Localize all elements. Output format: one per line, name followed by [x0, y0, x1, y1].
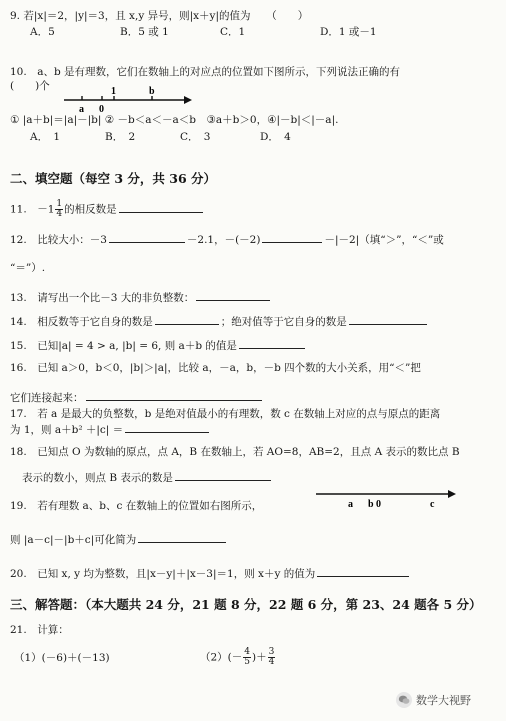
- q15-answer-blank[interactable]: [239, 338, 305, 349]
- q14-part-a: 14. 相反数等于它自身的数是: [10, 316, 153, 328]
- q10-option-a: A． 1: [30, 131, 61, 143]
- q12-part-b: －2.1，－(－2): [186, 234, 261, 246]
- q10-line1: 10. a、b 是有理数，它们在数轴上的对应点的位置如下图所示，下列说法正确的有: [10, 66, 401, 78]
- q16-answer-blank[interactable]: [86, 390, 262, 401]
- q12-line1: [10, 232, 444, 247]
- q21-item2-mid: )＋: [252, 651, 267, 664]
- q18-line2-text: 表示的数小，则点 B 表示的数是: [22, 472, 173, 484]
- q11-prefix: 11. －1: [10, 203, 55, 216]
- q13: [10, 290, 272, 305]
- q11-suffix: 的相反数是: [64, 203, 117, 216]
- q9-text: 9. 若|x|＝2，|y|＝3，且 x,y 异号，则|x＋y|的值为 （ ）: [10, 10, 309, 22]
- q15: [10, 338, 307, 353]
- q19-line2: [10, 532, 228, 547]
- q19-answer-blank[interactable]: [138, 532, 226, 543]
- q12-blank-2[interactable]: [262, 232, 322, 243]
- q9-options: [30, 26, 500, 40]
- q10-option-d: D． 4: [260, 131, 291, 143]
- q14-part-b: ；绝对值等于它自身的数是: [220, 316, 347, 328]
- q19-label-0: 0: [376, 499, 381, 510]
- q9-option-c: C．1: [220, 26, 246, 38]
- q10-label-1: 1: [111, 86, 116, 97]
- q20-text: 20. 已知 x, y 均为整数，且|x－y|＋|x－3|＝1，则 x＋y 的值为: [10, 568, 316, 580]
- q10-option-b: B． 2: [105, 131, 136, 143]
- q17-answer-blank[interactable]: [125, 422, 209, 433]
- q16-line1: 16. 已知 a＞0，b＜0，|b|＞|a|，比较 a，－a，b，－b 四个数的大小关系，用“＜”把: [10, 362, 421, 374]
- q19-label-a: a: [348, 499, 353, 510]
- q15-text: 15. 已知|a| = 4 > a, |b| = 6, 则 a＋b 的值是: [10, 340, 237, 352]
- q10-label-a: a: [79, 104, 84, 115]
- q11-fraction: [55, 200, 63, 219]
- q21-frac2-num: 3: [268, 647, 275, 657]
- q14-blank-2[interactable]: [349, 314, 427, 325]
- q17-line1: 17. 若 a 是最大的负整数，b 是绝对值最小的有理数，数 c 在数轴上对应的点与原点的距离: [10, 408, 441, 420]
- watermark-text: 数学大视野: [416, 694, 471, 707]
- q10-statements: ① |a＋b|＝|a|－|b| ② －b＜a＜－a＜b ③a＋b＞0，④|－b|＜|－a|.: [10, 114, 339, 126]
- q10-option-c: C． 3: [180, 131, 211, 143]
- q9-option-d: D．1 或－1: [320, 26, 377, 38]
- q21-item2: [200, 648, 276, 667]
- q18-line2: [22, 470, 273, 485]
- q11-answer-blank[interactable]: [119, 202, 203, 213]
- q16-line2: [10, 390, 264, 405]
- q18-answer-blank[interactable]: [175, 470, 271, 481]
- wechat-icon: [396, 692, 412, 708]
- q21-frac1-den: 5: [244, 657, 251, 667]
- q12-line2: “＝”）.: [10, 262, 46, 274]
- q21-item2-frac1: [243, 648, 251, 667]
- q19-label-b: b: [368, 499, 374, 510]
- q14: [10, 314, 429, 329]
- q21-item2-prefix: （2）(－: [200, 651, 243, 664]
- q9-option-b: B．5 或 1: [120, 26, 169, 38]
- q21-item1: （1）(－6)＋(－13): [14, 652, 110, 664]
- q12-part-a: 12. 比较大小：－3: [10, 234, 107, 246]
- q17-line2: [10, 422, 211, 437]
- q11-frac-num: 1: [56, 199, 63, 209]
- q21-frac1-num: 4: [244, 647, 251, 657]
- section3-title: 三、解答题：（本大题共 24 分，21 题 8 分，22 题 6 分，第 23、24 题各 5 分）: [10, 597, 482, 612]
- q19-label-c: c: [430, 499, 435, 510]
- q14-blank-1[interactable]: [155, 314, 219, 325]
- q12-part-c: －|－2|（填“＞”，“＜”或: [324, 234, 444, 246]
- q11-frac-den: 4: [56, 209, 63, 219]
- q13-answer-blank[interactable]: [196, 290, 270, 301]
- q10-number-line: [64, 88, 194, 114]
- watermark: [396, 692, 471, 708]
- section2-title: 二、填空题（每空 3 分，共 36 分）: [10, 171, 217, 186]
- q19-line2-text: 则 |a－c|－|b＋c|可化简为: [10, 534, 137, 546]
- q17-line2-text: 为 1，则 a＋b² ＋|c| ＝: [10, 424, 124, 436]
- q10-label-0: 0: [99, 104, 104, 115]
- q10-line2: ( )个: [10, 80, 50, 92]
- q12-blank-1[interactable]: [109, 232, 185, 243]
- q10-label-b: b: [149, 86, 155, 97]
- q21-title: 21. 计算：: [10, 624, 69, 636]
- q19-number-line: [312, 484, 462, 510]
- q21-frac2-den: 4: [268, 657, 275, 667]
- q20-answer-blank[interactable]: [317, 566, 409, 577]
- q11: [10, 200, 205, 219]
- q20: [10, 566, 411, 581]
- q18-line1: 18. 已知点 O 为数轴的原点，点 A，B 在数轴上，若 AO=8，AB=2，且点 A 表示的数比点 B: [10, 446, 460, 458]
- q9-option-a: A．5: [30, 26, 55, 38]
- q19-line1: 19. 若有理数 a、b、c 在数轴上的位置如右图所示，: [10, 500, 263, 512]
- q13-text: 13. 请写出一个比－3 大的非负整数：: [10, 292, 195, 304]
- q10-options: [30, 131, 500, 145]
- q16-line2-text: 它们连接起来：: [10, 392, 84, 404]
- q21-item2-frac2: [268, 648, 276, 667]
